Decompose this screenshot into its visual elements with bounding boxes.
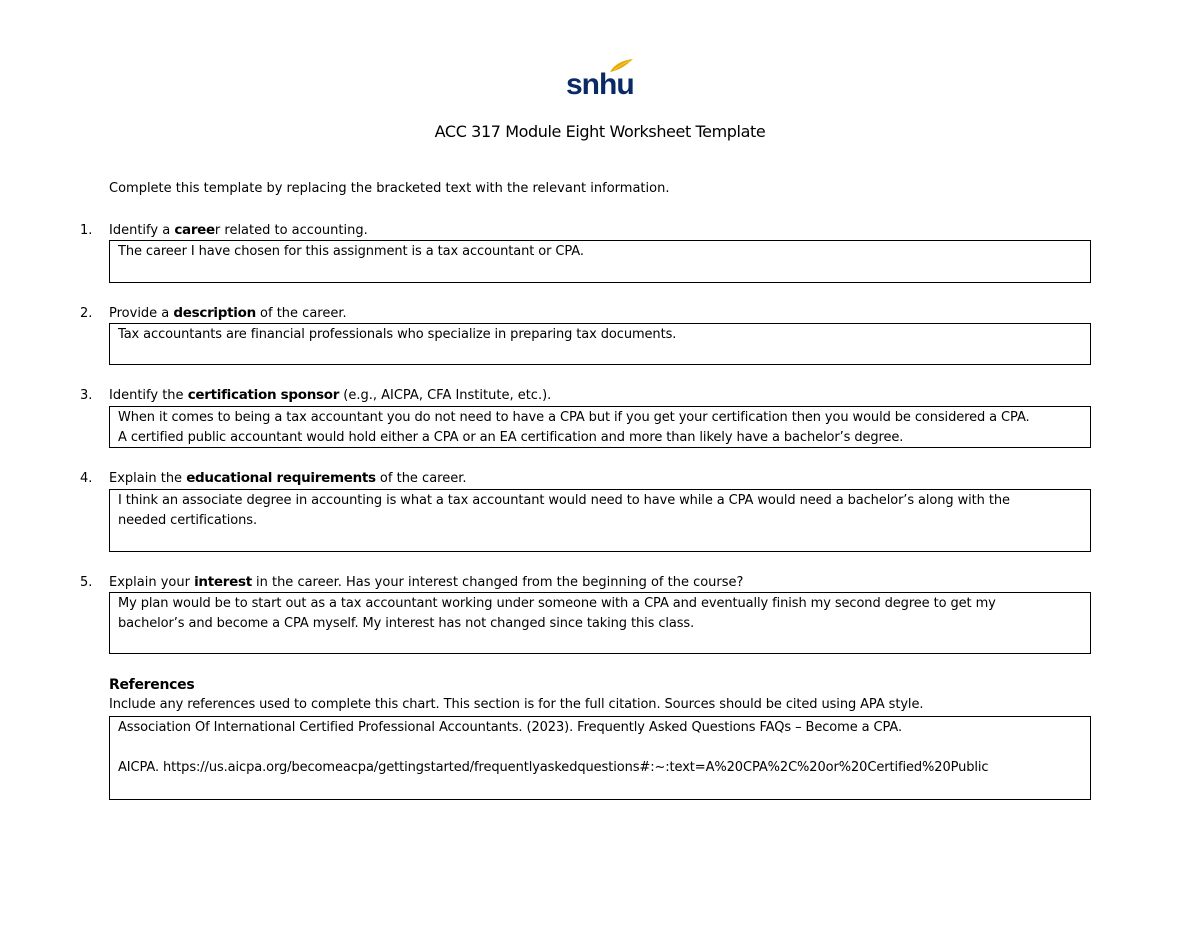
answer-line: A certified public accountant would hold either a CPA or an EA certification and more than likely have a bachelor’s degree.	[118, 430, 904, 445]
answer-box-5[interactable]	[109, 592, 1091, 654]
answer-box-2[interactable]	[109, 323, 1091, 365]
prompt-keyword: educational requirements	[186, 470, 376, 486]
answer-line: needed certifications.	[118, 513, 257, 528]
answer-line: The career I have chosen for this assignment is a tax accountant or CPA.	[118, 244, 584, 259]
answer-line: When it comes to being a tax accountant you do not need to have a CPA but if you get your certification then you would be considered a CPA.	[118, 410, 1030, 425]
blank-line	[118, 738, 1082, 758]
answer-box-4[interactable]	[109, 489, 1091, 552]
prompt-text: in the career. Has your interest changed from the beginning of the course?	[251, 575, 744, 590]
answer-line: I think an associate degree in accounting is what a tax accountant would need to have while a CPA would need a bachelor’s along with the	[118, 493, 1010, 508]
prompt-text: Provide a	[109, 306, 174, 321]
answer-line: bachelor’s and become a CPA myself. My interest has not changed since taking this class.	[118, 616, 695, 631]
question-number: 3.	[80, 388, 93, 403]
prompt-text: (e.g., AICPA, CFA Institute, etc.).	[339, 388, 552, 403]
prompt-text: Identify the	[109, 388, 188, 403]
question-5-prompt	[80, 574, 743, 590]
snhu-logo	[560, 56, 640, 104]
question-number: 2.	[80, 306, 93, 321]
question-number: 5.	[80, 575, 93, 590]
references-box[interactable]	[109, 716, 1091, 800]
question-3-prompt	[80, 387, 551, 403]
references-instructions: Include any references used to complete this chart. This section is for the full citation. Sources should be cited using APA style.	[109, 697, 924, 712]
answer-box-1[interactable]	[109, 240, 1091, 283]
instructions-text: Complete this template by replacing the bracketed text with the relevant information.	[109, 181, 670, 196]
prompt-text: of the career.	[375, 471, 467, 486]
answer-line: My plan would be to start out as a tax accountant working under someone with a CPA and eventually finish my second degree to get my	[118, 596, 996, 611]
prompt-text: of the career.	[255, 306, 347, 321]
prompt-text: r related to accounting.	[214, 223, 368, 238]
answer-box-3[interactable]	[109, 406, 1091, 448]
reference-entry: AICPA. https://us.aicpa.org/becomeacpa/gettingstarted/frequentlyaskedquestions#:~:text=A%20CPA%2C%20or%20Certified%20Public	[118, 760, 989, 775]
logo-wordmark: snhu	[566, 68, 634, 101]
page-title: ACC 317 Module Eight Worksheet Template	[434, 122, 766, 141]
answer-line: Tax accountants are financial professionals who specialize in preparing tax documents.	[118, 327, 677, 342]
prompt-keyword: description	[173, 305, 256, 321]
prompt-text: Explain your	[109, 575, 195, 590]
prompt-keyword: certification sponsor	[187, 387, 340, 403]
question-4-prompt	[80, 470, 467, 486]
question-2-prompt	[80, 305, 347, 321]
reference-entry: Association Of International Certified Professional Accountants. (2023). Frequently Asked Questions FAQs – Become a CPA.	[118, 720, 903, 735]
prompt-text: Identify a	[109, 223, 175, 238]
references-heading: References	[109, 677, 195, 693]
prompt-keyword: caree	[174, 222, 215, 238]
question-number: 4.	[80, 471, 93, 486]
question-1-prompt	[80, 222, 368, 238]
prompt-text: Explain the	[109, 471, 187, 486]
question-number: 1.	[80, 223, 93, 238]
prompt-keyword: interest	[194, 574, 252, 590]
